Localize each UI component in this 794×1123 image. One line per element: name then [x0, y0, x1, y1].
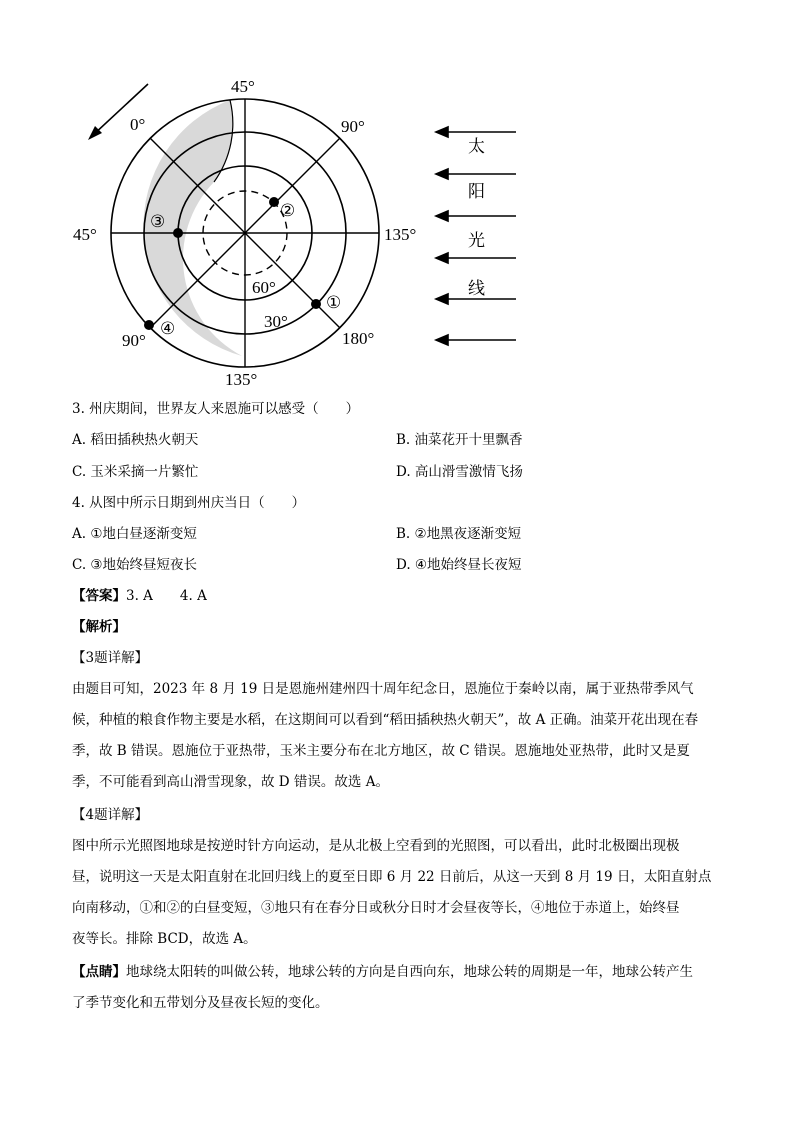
point-3-label: ③	[150, 212, 166, 231]
q4-option-d: D. ④地始终昼长夜短	[396, 557, 522, 573]
tip-line	[72, 957, 722, 988]
q3-option-c: C. 玉米采摘一片繁忙	[72, 464, 199, 480]
lon-bottom: 135°	[225, 370, 258, 389]
detail-4-title: 【4题详解】	[72, 807, 149, 823]
tip-body	[72, 957, 722, 1019]
lon-left: 45°	[73, 225, 97, 244]
lat-30: 30°	[264, 312, 288, 331]
lon-right: 135°	[384, 225, 417, 244]
question-4-stem: 4. 从图中所示日期到州庆当日（ ）	[72, 495, 306, 511]
detail-3-line: 由题目可知，2023 年 8 月 19 日是恩施州建州四十周年纪念日，恩施位于秦岭以南，属于亚热带季风气	[72, 681, 694, 697]
analysis-tag: 【解析】	[72, 619, 126, 635]
detail-3-title: 【3题详解】	[72, 650, 149, 666]
detail-3-line: 候，种植的粮食作物主要是水稻，在这期间可以看到“稻田插秧热火朝天”，故 A 正确。油菜开花出现在春	[72, 712, 699, 728]
illumination-diagram	[60, 70, 540, 400]
sun-label-4: 线	[468, 279, 485, 299]
answer-tag: 【答案】	[72, 588, 126, 604]
tip-line: 了季节变化和五带划分及昼夜长短的变化。	[72, 995, 329, 1011]
detail-3-body	[72, 674, 722, 798]
sun-label-2: 阳	[468, 182, 485, 202]
lon-top-left: 0°	[130, 115, 146, 134]
lon-bottom-right: 180°	[342, 329, 375, 348]
q3-option-a: A. 稻田插秧热火朝天	[72, 432, 199, 448]
q4-option-a: A. ①地白昼逐渐变短	[72, 526, 197, 542]
lon-top-right: 90°	[341, 117, 365, 136]
sun-label-1: 太	[468, 137, 485, 157]
lon-bottom-left: 90°	[122, 331, 146, 350]
point-1-label: ①	[326, 293, 342, 312]
point-2-dot	[269, 197, 279, 207]
point-1-dot	[311, 299, 321, 309]
answer-text: 3. A 4. A	[126, 588, 207, 604]
detail-4-line: 图中所示光照图地球是按逆时针方向运动，是从北极上空看到的光照图，可以看出，此时北极圈出现极	[72, 838, 680, 854]
q4-option-b: B. ②地黑夜逐渐变短	[396, 526, 522, 542]
detail-4-line: 夜等长。排除 BCD，故选 A。	[72, 931, 257, 947]
point-3-dot	[173, 228, 183, 238]
detail-4-line: 昼，说明这一天是太阳直射在北回归线上的夏至日即 6 月 22 日前后，从这一天到 8 月 19 日，太阳直射点	[72, 869, 712, 885]
detail-3-line: 季，故 B 错误。恩施位于亚热带，玉米主要分布在北方地区，故 C 错误。恩施地处亚热带，此时又是夏	[72, 743, 690, 759]
tip-tag: 【点睛】	[72, 964, 126, 980]
detail-4-line: 向南移动，①和②的白昼变短，③地只有在春分日或秋分日时才会昼夜等长，④地位于赤道上，始终昼	[72, 900, 680, 916]
detail-4-body	[72, 831, 722, 955]
sun-label-3: 光	[468, 231, 485, 251]
point-4-dot	[144, 320, 154, 330]
q4-option-c: C. ③地始终昼短夜长	[72, 557, 198, 573]
tip-line-text: 地球绕太阳转的叫做公转，地球公转的方向是自西向东，地球公转的周期是一年，地球公转产生	[126, 964, 693, 980]
lat-60: 60°	[252, 278, 276, 297]
question-3-stem: 3. 州庆期间，世界友人来恩施可以感受（ ）	[72, 401, 360, 417]
lon-top: 45°	[231, 77, 255, 96]
q3-option-d: D. 高山滑雪激情飞扬	[396, 464, 523, 480]
point-2-label: ②	[280, 201, 296, 220]
q3-option-b: B. 油菜花开十里飘香	[396, 432, 523, 448]
detail-3-line: 季，不可能看到高山滑雪现象，故 D 错误。故选 A。	[72, 774, 389, 790]
point-4-label: ④	[160, 319, 176, 338]
answer-line	[72, 587, 207, 605]
